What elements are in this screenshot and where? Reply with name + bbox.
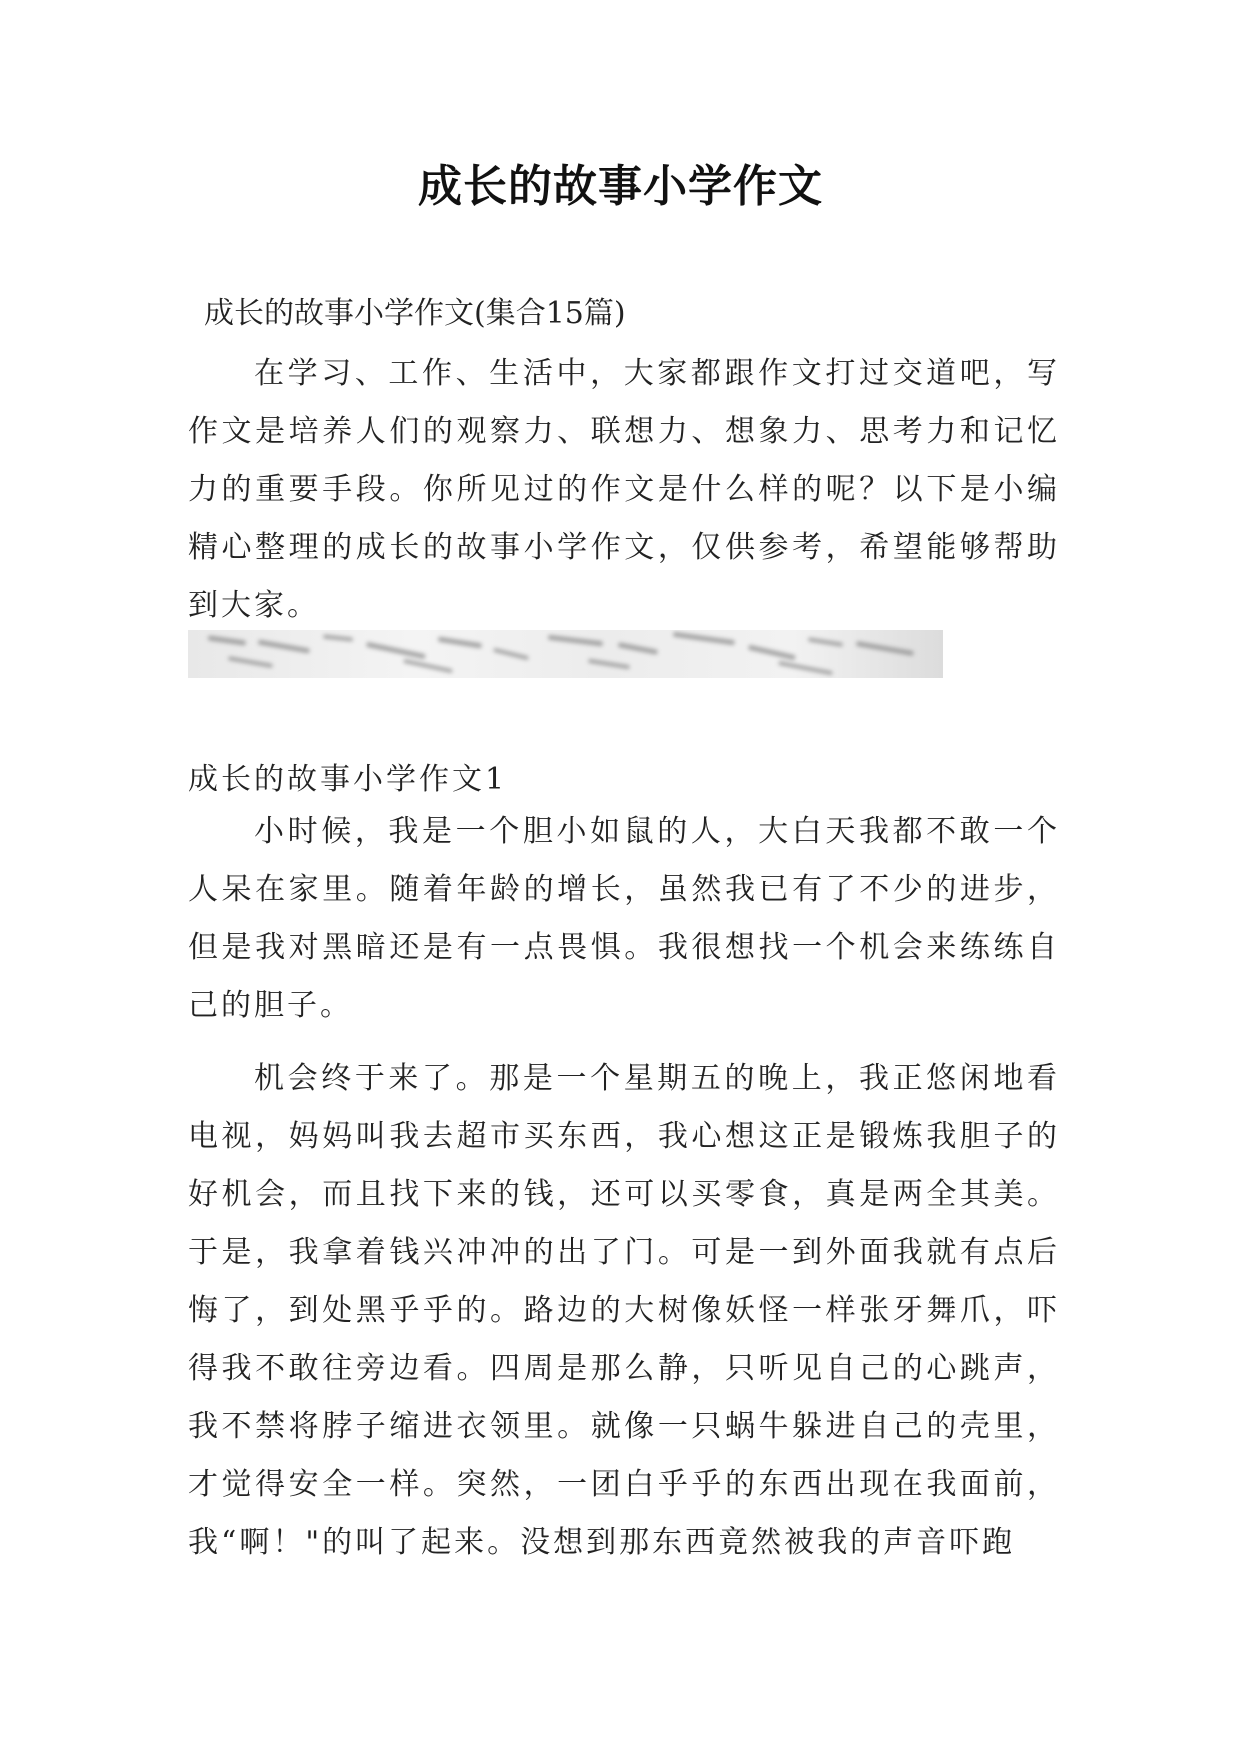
intro-paragraph: 在学习、工作、生活中，大家都跟作文打过交道吧，写作文是培养人们的观察力、联想力、想象力、思考力和记忆力的重要手段。你所见过的作文是什么样的呢？以下是小编精心整理的成长的故事小学作文，仅供参考，希望能够帮助到大家。 — [188, 356, 1060, 623]
blurred-text-image — [188, 630, 943, 678]
section-paragraph: 机会终于来了。那是一个星期五的晚上，我正悠闲地看电视，妈妈叫我去超市买东西，我心想这正是锻炼我胆子的好机会，而且找下来的钱，还可以买零食，真是两全其美。于是，我拿着钱兴冲冲的出了门。可是一到外面我就有点后悔了，到处黑乎乎的。路边的大树像妖怪一样张牙舞爪，吓得我不敢往旁边看。四周是那么静，只听见自己的心跳声，我不禁将脖子缩进衣领里。就像一只蜗牛躲进自己的壳里，才觉得安全一样。突然，一团白乎乎的东西出现在我面前，我“啊！"的叫了起来。没想到那东西竟然被我的声音吓跑 — [188, 1061, 1060, 1560]
section-heading: 成长的故事小学作文1 — [188, 762, 508, 797]
section-paragraph: 小时候，我是一个胆小如鼠的人，大白天我都不敢一个人呆在家里。随着年龄的增长，虽然我已有了不少的进步，但是我对黑暗还是有一点畏惧。我很想找一个机会来练练自己的胆子。 — [188, 814, 1060, 1023]
document-title: 成长的故事小学作文 — [418, 161, 823, 212]
document-subtitle: 成长的故事小学作文(集合15篇) — [204, 296, 626, 331]
blurred-text-graphic — [188, 630, 943, 678]
